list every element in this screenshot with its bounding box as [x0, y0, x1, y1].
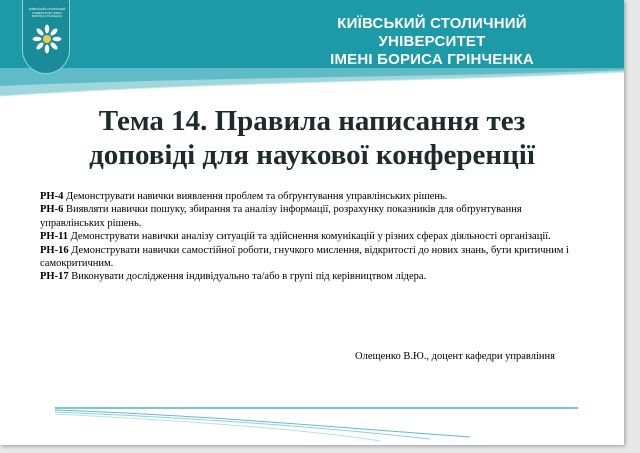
learning-outcome [40, 190, 570, 203]
flower-emblem-icon [32, 24, 62, 54]
slide-title-line2: доповіді для наукової конференції [89, 139, 535, 171]
university-name-line2: ІМЕНІ БОРИСА ГРІНЧЕНКА [330, 51, 534, 68]
learning-outcome [40, 270, 570, 283]
university-name [282, 15, 582, 69]
university-name-line1: КИЇВСЬКИЙ СТОЛИЧНИЙ УНІВЕРСИТЕТ [337, 15, 527, 50]
outcome-text: Виконувати дослідження індивідуально та/або в групі під керівництвом лідера. [68, 271, 427, 283]
outcome-code: РН-6 [40, 204, 64, 216]
author-credit: Олещенко В.Ю., доцент кафедри управління [355, 351, 555, 362]
outcome-text: Демонструвати навички виявлення проблем та обґрунтування управлінських рішень. [63, 191, 448, 202]
bottom-wave-decoration [0, 395, 624, 445]
outcome-text: Демонструвати навички аналізу ситуацій та здійснення комунікацій у різних сферах діяльності організації. [68, 231, 551, 243]
learning-outcome [40, 203, 570, 230]
outcome-text: Демонструвати навички самостійної роботи, гнучкого мислення, відкритості до нових знань, бути критичним і самокритичним. [40, 244, 569, 270]
outcome-text: Виявляти навички пошуку, збирання та аналізу інформації, розрахунку показників для обґрунтування управлінських рішень. [40, 204, 522, 229]
learning-outcome [40, 244, 570, 271]
university-logo [22, 0, 70, 74]
learning-outcomes-list [40, 190, 570, 284]
slide-title [30, 104, 594, 172]
logo-caption: КИЇВСЬКИЙ СТОЛИЧНИЙ УНІВЕРСИТЕТ ІМЕНІ БОРИСА ГРІНЧЕНКА [28, 7, 66, 19]
learning-outcome [40, 230, 570, 243]
outcome-code: РН-17 [40, 271, 69, 283]
outcome-code: РН-11 [40, 231, 68, 243]
outcome-code: РН-4 [40, 191, 64, 202]
slide-title-line1: Тема 14. Правила написання тез [98, 105, 526, 137]
outcome-code: РН-16 [40, 244, 69, 256]
